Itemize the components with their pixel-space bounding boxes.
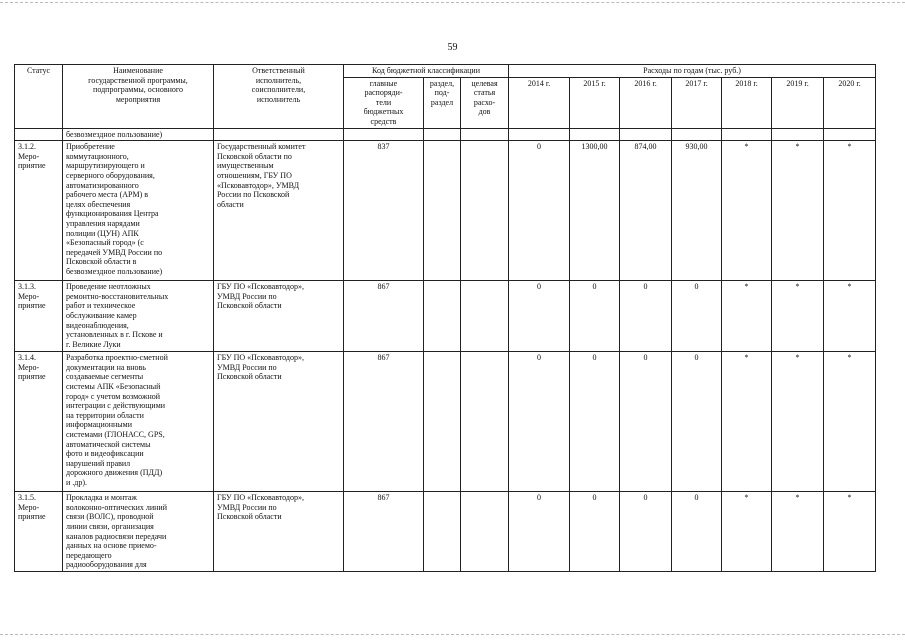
row-csr bbox=[461, 492, 509, 572]
row-responsible: ГБУ ПО «Псковавтодор», УМВД России по Псковской области bbox=[214, 492, 344, 572]
row-grbs: 837 bbox=[344, 141, 424, 281]
row-value-2016: 0 bbox=[620, 352, 672, 492]
header-year-2015: 2015 г. bbox=[570, 77, 620, 128]
row-value-2015: 0 bbox=[570, 281, 620, 352]
row-value-2017: 0 bbox=[672, 492, 722, 572]
row-csr bbox=[461, 141, 509, 281]
row-grbs: 867 bbox=[344, 281, 424, 352]
header-budget-code: Код бюджетной классификации bbox=[344, 65, 509, 78]
row-value-2018: * bbox=[722, 141, 772, 281]
budget-table bbox=[14, 64, 876, 572]
row-value-2016: 0 bbox=[620, 492, 672, 572]
header-year-2019: 2019 г. bbox=[772, 77, 824, 128]
row-value-2017: 0 bbox=[672, 352, 722, 492]
scan-edge-bottom bbox=[0, 634, 905, 635]
table-row bbox=[15, 281, 876, 352]
row-grbs: 867 bbox=[344, 352, 424, 492]
header-rz-pr: раздел, под- раздел bbox=[424, 77, 461, 128]
header-responsible: Ответственный исполнитель, соисполнители, исполнитель bbox=[214, 65, 344, 129]
table-row bbox=[15, 352, 876, 492]
page-number: 59 bbox=[447, 42, 458, 53]
row-value-2019: * bbox=[772, 141, 824, 281]
row-value-2019: * bbox=[772, 492, 824, 572]
row-name: Прокладка и монтаж волоконно-оптических линий связи (ВОЛС), проводной линии связи, организация каналов радиосвязи передачи данных на основе приемо- передающего радиооборудования для bbox=[63, 492, 214, 572]
row-value-2020: * bbox=[824, 352, 876, 492]
table-row bbox=[15, 141, 876, 281]
continuation-row bbox=[15, 128, 876, 141]
row-value-2016: 874,00 bbox=[620, 141, 672, 281]
header-year-2020: 2020 г. bbox=[824, 77, 876, 128]
row-value-2017: 930,00 bbox=[672, 141, 722, 281]
header-grbs: главные распоряди- тели бюджетных средств bbox=[344, 77, 424, 128]
row-name: Разработка проектно-сметной документации на вновь создаваемые сегменты системы АПК «Безопасный город» с учетом возможной интеграции с действующими на территории области информационными системами (ГЛОНАСС, GPS, автоматической системы фото и видеофиксации нарушений правил дорожного движения (ПДД) и .др). bbox=[63, 352, 214, 492]
row-value-2018: * bbox=[722, 492, 772, 572]
row-value-2019: * bbox=[772, 281, 824, 352]
header-expenses: Расходы по годам (тыс. руб.) bbox=[509, 65, 876, 78]
row-value-2020: * bbox=[824, 281, 876, 352]
row-status: 3.1.3. Меро- приятие bbox=[15, 281, 63, 352]
header-year-2017: 2017 г. bbox=[672, 77, 722, 128]
row-grbs: 867 bbox=[344, 492, 424, 572]
header-row-1 bbox=[15, 65, 876, 78]
row-responsible: Государственный комитет Псковской области по имущественным отношениям, ГБУ ПО «Псковавтодор», УМВД России по Псковской области bbox=[214, 141, 344, 281]
row-status: 3.1.4. Меро- приятие bbox=[15, 352, 63, 492]
row-value-2016: 0 bbox=[620, 281, 672, 352]
header-status: Статус bbox=[15, 65, 63, 129]
row-value-2014: 0 bbox=[509, 492, 570, 572]
row-value-2015: 0 bbox=[570, 492, 620, 572]
header-year-2018: 2018 г. bbox=[722, 77, 772, 128]
row-responsible: ГБУ ПО «Псковавтодор», УМВД России по Псковской области bbox=[214, 352, 344, 492]
row-status: 3.1.2. Меро- приятие bbox=[15, 141, 63, 281]
row-rz-pr bbox=[424, 281, 461, 352]
header-year-2014: 2014 г. bbox=[509, 77, 570, 128]
row-responsible: ГБУ ПО «Псковавтодор», УМВД России по Псковской области bbox=[214, 281, 344, 352]
row-csr bbox=[461, 281, 509, 352]
row-rz-pr bbox=[424, 352, 461, 492]
header-year-2016: 2016 г. bbox=[620, 77, 672, 128]
row-value-2015: 0 bbox=[570, 352, 620, 492]
row-csr bbox=[461, 352, 509, 492]
row-rz-pr bbox=[424, 492, 461, 572]
header-name: Наименование государственной программы, подпрограммы, основного мероприятия bbox=[63, 65, 214, 129]
row-value-2017: 0 bbox=[672, 281, 722, 352]
scan-edge-top bbox=[0, 2, 905, 3]
row-value-2014: 0 bbox=[509, 141, 570, 281]
row-value-2019: * bbox=[772, 352, 824, 492]
continuation-text: безвозмездное пользование) bbox=[63, 128, 214, 141]
row-value-2018: * bbox=[722, 352, 772, 492]
row-value-2018: * bbox=[722, 281, 772, 352]
row-value-2020: * bbox=[824, 492, 876, 572]
row-rz-pr bbox=[424, 141, 461, 281]
row-value-2014: 0 bbox=[509, 352, 570, 492]
row-name: Проведение неотложных ремонтно-восстановительных работ и техническое обслуживание камер видеонаблюдения, установленных в г. Пскове и г. Великие Луки bbox=[63, 281, 214, 352]
row-value-2015: 1300,00 bbox=[570, 141, 620, 281]
row-value-2020: * bbox=[824, 141, 876, 281]
row-value-2014: 0 bbox=[509, 281, 570, 352]
row-status: 3.1.5. Меро- приятие bbox=[15, 492, 63, 572]
header-csr: целевая статья расхо- дов bbox=[461, 77, 509, 128]
table-row bbox=[15, 492, 876, 572]
row-name: Приобретение коммутационного, маршрутизирующего и серверного оборудования, автоматизированного рабочего места (АРМ) в целях обеспечения функционирования Центра управления нарядами полиции (ЦУН) АПК «Безопасный город» (с передачей УМВД России по Псковской области в безвозмездное пользование) bbox=[63, 141, 214, 281]
